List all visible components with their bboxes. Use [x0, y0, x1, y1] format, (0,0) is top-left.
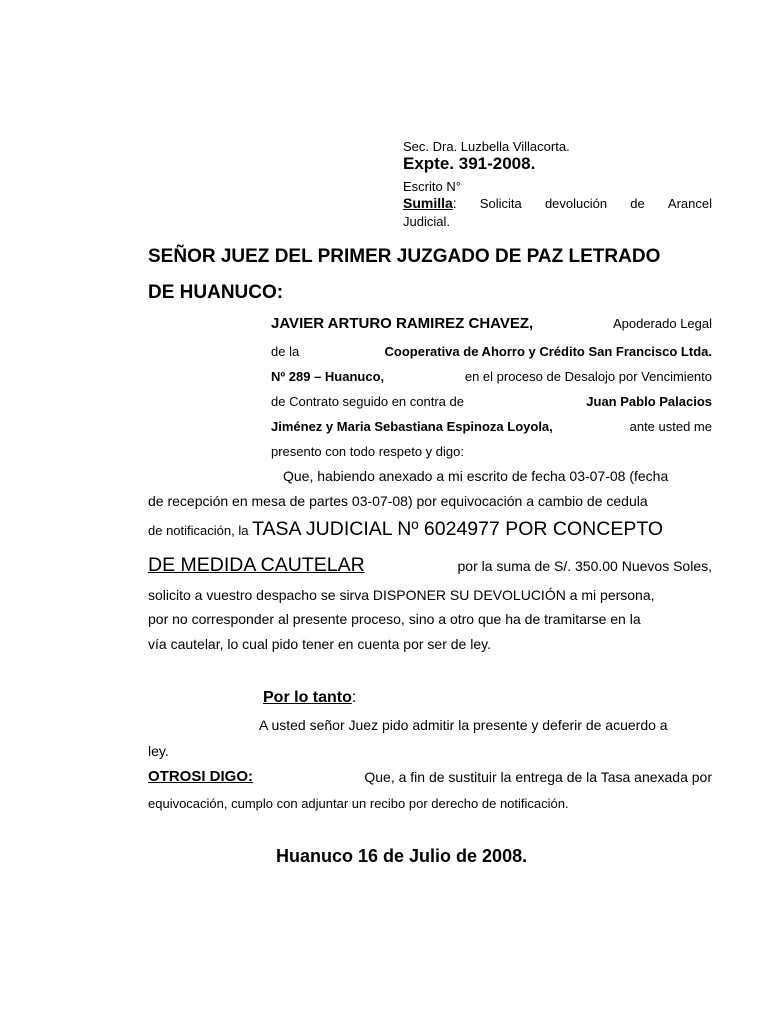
- expediente-number: Expte. 391-2008.: [403, 154, 536, 173]
- sumilla-continuation: Judicial.: [403, 214, 450, 229]
- intro-text: de la: [271, 344, 300, 359]
- escrito-line: Escrito N°: [403, 179, 461, 194]
- defendant-name-part-2: Jiménez y Maria Sebastiana Espinoza Loyola,: [271, 419, 553, 434]
- intro-line-6: presento con todo respeto y digo:: [271, 444, 464, 459]
- intro-text: Apoderado Legal: [612, 316, 712, 331]
- otrosi-line-2: equivocación, cumplo con adjuntar un recibo por derecho de notificación.: [148, 796, 569, 811]
- conclusion-line-1: A usted señor Juez pido admitir la presente y deferir de acuerdo a: [259, 717, 668, 733]
- body-line-2: de recepción en mesa de partes 03-07-08) por equivocación a cambio de cedula: [148, 493, 648, 509]
- cooperative-name: Cooperativa de Ahorro y Crédito San Francisco Ltda.: [384, 344, 712, 359]
- body-line-1: Que, habiendo anexado a mi escrito de fecha 03-07-08 (fecha: [283, 468, 669, 484]
- body-text: por la suma de S/. 350.00 Nuevos Soles,: [457, 558, 712, 574]
- intro-line-3: [271, 369, 712, 384]
- conclusion-label: Por lo tanto: [263, 689, 352, 706]
- sumilla-line: [403, 195, 712, 212]
- intro-line-2: [271, 344, 712, 359]
- intro-line-5: [271, 419, 712, 434]
- body-line-3: [148, 518, 663, 542]
- sumilla-word: Arancel: [667, 196, 712, 211]
- sumilla-word: de: [630, 196, 645, 211]
- sumilla-word: devolución: [544, 196, 608, 211]
- sumilla-label: Sumilla: [403, 195, 453, 211]
- intro-text: ante usted me: [629, 419, 712, 434]
- body-text: de notificación, la: [148, 523, 249, 538]
- conclusion-heading: [263, 688, 356, 707]
- intro-text: en el proceso de Desalojo por Vencimiento: [464, 369, 712, 384]
- place-and-date: Huanuco 16 de Julio de 2008.: [276, 846, 528, 866]
- addressee-text: SEÑOR JUEZ DEL PRIMER JUZGADO DE PAZ LETRADO: [148, 246, 661, 267]
- body-line-5: solicito a vuestro despacho se sirva DISPONER SU DEVOLUCIÓN a mi persona,: [148, 587, 655, 603]
- cooperative-number: Nº 289 – Huanuco,: [271, 369, 385, 384]
- otrosi-text: Que, a fin de sustituir la entrega de la Tasa anexada por: [364, 769, 712, 785]
- intro-text: de Contrato seguido en contra de: [271, 394, 464, 409]
- otrosi-label: OTROSI DIGO:: [148, 768, 253, 785]
- defendant-name-part-1: Juan Pablo Palacios: [586, 394, 712, 409]
- secretary-line: Sec. Dra. Luzbella Villacorta.: [403, 139, 570, 154]
- body-line-6: por no corresponder al presente proceso, sino a otro que ha de tramitarse en la: [148, 611, 641, 627]
- conclusion-line-2: ley.: [148, 743, 169, 759]
- addressee-line-1: [148, 246, 712, 268]
- medida-cautelar: DE MEDIDA CAUTELAR: [148, 554, 365, 576]
- sumilla-label-group: [403, 195, 457, 212]
- sumilla-word: Solicita: [479, 196, 522, 211]
- body-line-7: vía cautelar, lo cual pido tener en cuenta por ser de ley.: [148, 636, 491, 652]
- intro-line-4: [271, 394, 712, 409]
- sumilla-colon: :: [452, 195, 457, 211]
- conclusion-colon: :: [351, 689, 357, 706]
- addressee-line-2: DE HUANUCO:: [148, 282, 284, 303]
- petitioner-name: JAVIER ARTURO RAMIREZ CHAVEZ,: [271, 315, 534, 332]
- otrosi-line-1: [148, 768, 712, 786]
- body-line-4: [148, 554, 712, 577]
- tasa-judicial-ref: TASA JUDICIAL Nº 6024977 POR CONCEPTO: [252, 518, 664, 540]
- intro-line-1: [271, 316, 712, 332]
